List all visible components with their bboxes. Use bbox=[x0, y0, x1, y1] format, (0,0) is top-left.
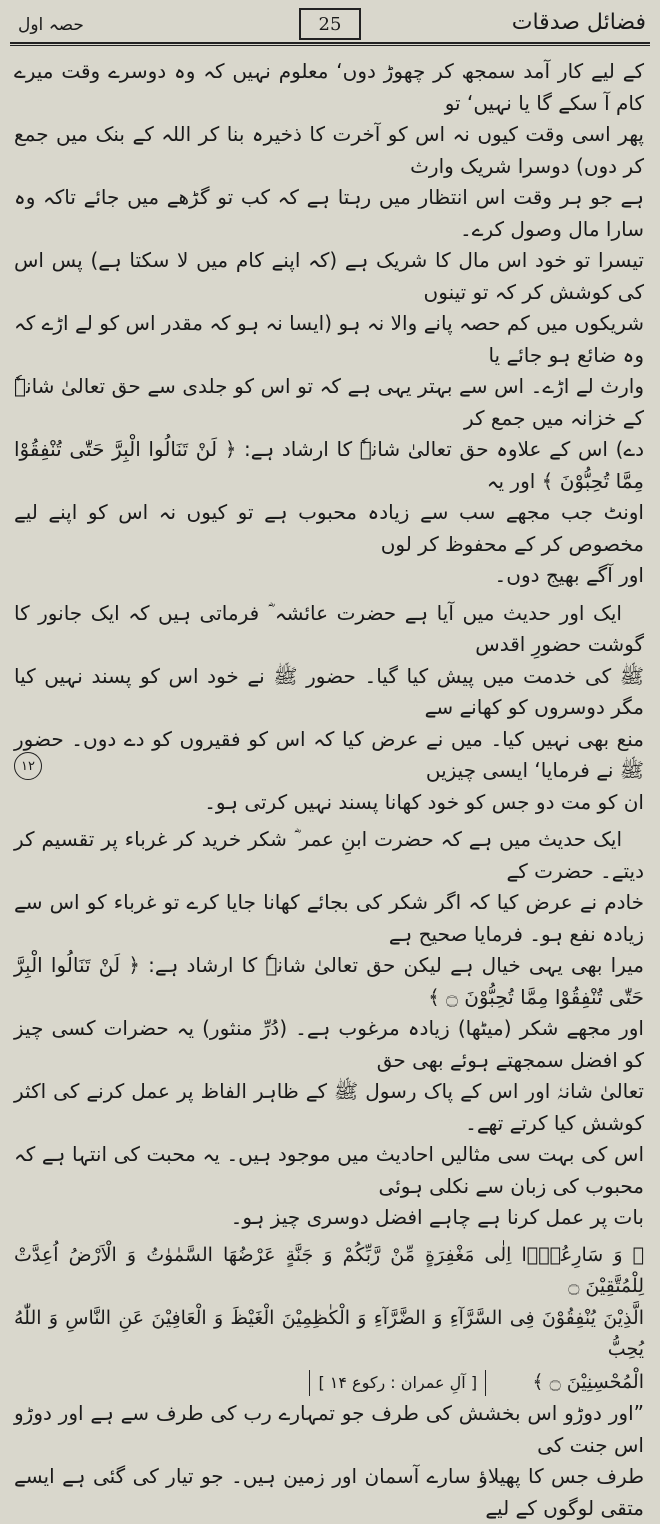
text-line: ہے جو ہر وقت اس انتظار میں رہتا ہے کہ کب تو گڑھے میں جائے تاکہ وہ سارا مال وصول کرے۔ bbox=[14, 185, 644, 241]
book-title: فضائل صدقات bbox=[511, 10, 646, 35]
text-line: کے لیے کار آمد سمجھ کر چھوڑ دوں‘ معلوم نہیں کہ وہ دوسرے وقت میرے کام آ سکے گا یا نہیں‘ تو bbox=[14, 59, 644, 115]
text-line: خادم نے عرض کیا کہ اگر شکر کی بجائے کھانا جایا کرے تو غرباء کو اس سے زیادہ نفع ہو۔ فرمایا صحیح ہے bbox=[14, 890, 644, 946]
text-line: دے) اس کے علاوہ حق تعالیٰ شانہٗ کا ارشاد ہے: ﴿ لَنْ تَنَالُوا الْبِرَّ حَتّٰی تُنْفِقُوْا مِمَّا تُحِبُّوْنَ ﴾ اور یہ bbox=[14, 437, 644, 493]
text-line: ایک اور حدیث میں آیا ہے حضرت عائشہ ؓ فرماتی ہیں کہ ایک جانور کا گوشت حضورِ اقدس bbox=[14, 600, 644, 656]
text-line: بات پر عمل کرنا ہے چاہے افضل دوسری چیز ہو۔ bbox=[230, 1205, 644, 1229]
text-line: تیسرا تو خود اس مال کا شریک ہے (کہ اپنے کام میں لا سکتا ہے) پس اس کی کوشش کر کہ تو تینوں bbox=[14, 248, 644, 304]
text-line: تعالیٰ شانہٗ اور اس کے پاک رسول ﷺ کے ظاہر الفاظ پر عمل کرنے کی اکثر کوشش کیا کرتے تھے۔ bbox=[14, 1079, 644, 1135]
verse-number-badge bbox=[14, 752, 42, 780]
text-line: اس کی بہت سی مثالیں احادیث میں موجود ہیں۔ یہ محبت کی انتہا ہے کہ محبوب کی زبان سے نکلی ہوئی bbox=[14, 1142, 644, 1198]
verse-line: الْمُحْسِنِیْنَ ۝ ﴾ bbox=[532, 1370, 644, 1393]
text-line: شریکوں میں کم حصہ پانے والا نہ ہو (ایسا نہ ہو کہ مقدر اس کو لے اڑے کہ وہ ضائع ہو جائے یا bbox=[14, 311, 644, 367]
text-line: اور مجھے شکر (میٹھا) زیادہ مرغوب ہے۔ (دُرِّ منثور) یہ حضرات کسی چیز کو افضل سمجھتے ہوئے بھی حق bbox=[14, 1016, 644, 1072]
text-line: میرا بھی یہی خیال ہے لیکن حق تعالیٰ شانہٗ کا ارشاد ہے: ﴿ لَنْ تَنَالُوا الْبِرَّ حَتّٰی تُنْفِقُوْا مِمَّا تُحِبُّوْنَ ۝ ﴾ bbox=[14, 953, 644, 1009]
translation-line: ”اور دوڑو اس بخشش کی طرف جو تمہارے رب کی طرف سے ہے اور دوڑو اس جنت کی bbox=[14, 1401, 644, 1457]
page-header bbox=[10, 4, 650, 44]
page-body bbox=[14, 56, 644, 1524]
translation-line: طرف جس کا پھیلاؤ سارے آسمان اور زمین ہیں۔ جو تیار کی گئی ہے ایسے متقی لوگوں کے لیے bbox=[14, 1464, 644, 1520]
text-line: وارث لے اڑے۔ اس سے بہتر یہی ہے کہ تو اس کو جلدی سے حق تعالیٰ شانہٗ کے خزانہ میں جمع کر bbox=[14, 374, 644, 430]
verse-end-line bbox=[14, 1366, 644, 1399]
section-label: حصہ اول bbox=[18, 15, 84, 35]
text-line: ایک حدیث میں ہے کہ حضرت ابنِ عمر ؓ شکر خرید کر غرباء پر تقسیم کر دیتے۔ حضرت کے bbox=[14, 827, 644, 883]
text-line: اونٹ جب مجھے سب سے زیادہ محبوب ہے تو کیوں نہ اس کو اپنے لیے مخصوص کر کے محفوظ کر لوں bbox=[14, 500, 644, 556]
verse-line: ﴿ وَ سَارِعُوْۤا اِلٰی مَغْفِرَةٍ مِّنْ رَّبِّكُمْ وَ جَنَّةٍ عَرْضُهَا السَّمٰوٰتُ وَ الْاَرْضُ اُعِدَّتْ لِلْمُتَّقِیْنَ ۝ bbox=[14, 1243, 644, 1297]
text-line: اور آگے بھیج دوں۔ bbox=[494, 563, 644, 587]
verse-number: ۱۲ bbox=[21, 758, 35, 774]
page-number: 25 bbox=[318, 13, 342, 35]
header-rule-thin bbox=[10, 45, 650, 46]
text-line: ان کو مت دو جس کو خود کھانا پسند نہیں کرتی ہو۔ bbox=[204, 789, 644, 814]
text-line: پھر اسی وقت کیوں نہ اس کو آخرت کا ذخیرہ بنا کر اللہ کے بنک میں جمع کر دوں) دوسرا شریک وارث bbox=[14, 122, 644, 178]
page-number-box bbox=[299, 8, 361, 40]
verse-line: الَّذِیْنَ یُنْفِقُوْنَ فِی السَّرَّآءِ وَ الضَّرَّآءِ وَ الْكٰظِمِیْنَ الْغَیْظَ وَ الْعَافِیْنَ عَنِ النَّاسِ وَ اللّٰهُ یُحِبُّ bbox=[14, 1306, 644, 1360]
verse-reference: [ آلِ عمران : رکوع ۱۴ ] bbox=[309, 1370, 486, 1396]
header-rule bbox=[10, 42, 650, 44]
text-line: ﷺ کی خدمت میں پیش کیا گیا۔ حضور ﷺ نے خود اس کو پسند نہیں کیا مگر دوسروں کو کھانے سے bbox=[14, 663, 644, 719]
text-line: منع بھی نہیں کیا۔ میں نے عرض کیا کہ اس کو فقیروں کو دے دوں۔ حضور ﷺ نے فرمایا‘ ایسی چیزیں bbox=[14, 726, 644, 782]
